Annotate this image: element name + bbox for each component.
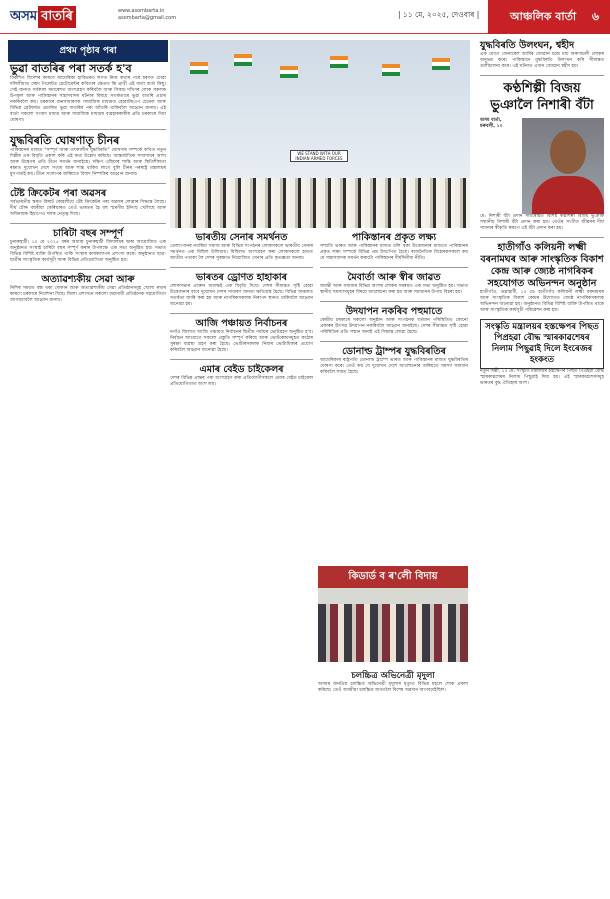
page-number: ৬	[591, 10, 600, 23]
divider	[10, 183, 166, 184]
story-bicycle	[170, 364, 313, 388]
shirt-illustration	[532, 176, 604, 214]
divider	[320, 301, 468, 302]
email-link[interactable]: asombarta@gmail.com	[118, 15, 177, 21]
story-buddha-relics	[480, 319, 604, 387]
flag-icon	[234, 54, 252, 66]
masthead	[0, 0, 610, 34]
article-body: সম্প্ৰতি ভাৰত আৰু পাকিস্তানৰ মাজত চলি থকা উত্তেজনাৰ মাজতে পাকিস্তানৰ প্ৰকৃত লক্ষ্য সম্পৰ্কে বিভিন্ন প্ৰশ্ন উত্থাপিত হৈছে। ৰাজনৈতিক বিশ্লেষকসকলে কয় যে সন্ত্ৰাসবাদক সমৰ্থন কৰাটো পাকিস্তানৰ দীৰ্ঘদিনীয়া নীতি।	[320, 244, 468, 261]
story-ceasefire-china	[10, 134, 166, 178]
section-title: আঞ্চলিক বাৰ্তা	[510, 10, 577, 23]
story-test-cricket	[10, 188, 166, 218]
divider	[10, 223, 166, 224]
divider	[480, 75, 604, 76]
front-page-continuation-banner: প্ৰথম পৃষ্ঠাৰ পৰা	[8, 40, 168, 62]
divider	[10, 129, 166, 130]
people-illustration	[318, 604, 468, 662]
headline: মৈবাৰ্তা আৰু স্বীৰ জাৱত	[347, 272, 441, 283]
story-no-celebration	[320, 306, 468, 336]
photo-caption-headline: চলচ্চিত্ৰ অভিনেত্ৰী মৃদুলা	[351, 671, 435, 681]
singer-portrait	[522, 118, 604, 214]
contact-info	[118, 8, 176, 22]
article-body: নগাঁও জিলাত আজি পঞ্চায়ত নিৰ্বাচনৰ দ্বিতীয় পৰ্যায়ৰ ভোটগ্ৰহণ অনুষ্ঠিত হ'ব। নিৰ্বাচন আয়োগে সকলো প্ৰস্তুতি সম্পূৰ্ণ কৰিছে আৰু ভোটকেন্দ্ৰসমূহত কঠোৰ সুৰক্ষা ব্যৱস্থা গ্ৰহণ কৰা হৈছে। ভোটাৰসকলক নিজৰ ভোটাধিকাৰ প্ৰয়োগ কৰিবলৈ আহ্বান জনোৱা হৈছে।	[170, 330, 313, 353]
column-3	[320, 232, 468, 381]
section-tab	[488, 0, 610, 34]
story-fake-news	[10, 62, 166, 124]
website-link[interactable]: www.asombarta.in	[118, 8, 165, 14]
story-drone	[170, 272, 313, 308]
divider	[170, 359, 313, 360]
article-body: কেন্দ্ৰীয় চৰকাৰে সকলো অনুষ্ঠান আৰু সংগঠনক বৰ্তমান পৰিস্থিতিত কোনো প্ৰকাৰৰ উৎসৱ উদযাপন নকৰিবলৈ আহ্বান জনাইছে। দেশৰ সীমান্তত সৃষ্টি হোৱা পৰিস্থিতিৰ প্ৰতি সন্মান জনাই এই সিদ্ধান্ত লোৱা হৈছে।	[320, 318, 468, 335]
headline: ভুৱা বাতৰিৰ পৰা সতৰ্ক হ'ব	[10, 62, 132, 75]
article-body: অসমৰ জনপ্ৰিয় চলচ্চিত্ৰ অভিনেত্ৰী মৃদুলাৰ মৃত্যুত বিভিন্ন মহলে শোক প্ৰকাশ কৰিছে। তেওঁ অসমীয়া চলচ্চিত্ৰ জগতলৈ বিশেষ অৱদান আগবঢ়াইছিল।	[318, 682, 468, 693]
headline: যুদ্ধবিৰতি ঘোষণাতৃ চীনৰ	[10, 134, 120, 147]
headline: এমাৰ বেইড চাইকেলৰ	[199, 364, 284, 375]
headline: উদযাপন নকৰিব পহুমাতে	[345, 306, 443, 317]
flag-icon	[432, 58, 450, 70]
story-army-support	[170, 232, 313, 262]
story-four-years	[10, 228, 166, 264]
headline: সংস্কৃতি মন্ত্ৰালয়ৰ হস্তক্ষেপৰ পিছত পিপ্ৰহৱা বৌদ্ধ স্মাৰকাৱশেষৰ নিলাম পিছুৱাই দিলে ইংৰেজৰ হংকংত	[480, 319, 604, 369]
article-body: এক যোগে জেনাৰেল আৰ্মিৰ জোৱান চন্দ্ৰে মাৰ্চ অৰুণাচলী লোকৰ অনুভৱ কৰে। পাকিস্তানে যুদ্ধবিৰতি উলংঘন কৰি সীমান্তত গুলীচালনা কৰে। এই ঘটনাত এজন জোৱান শ্বহীদ হয়।	[480, 52, 604, 69]
logo-mark: বাতৰি	[38, 6, 76, 28]
rally-banner: WE STAND WITH OUR INDIAN ARMED FORCES	[290, 150, 348, 162]
divider	[170, 313, 313, 314]
article-body: চুনাৰুহাটী। ১০ মে ২০২৫ বৰ্ষৰ অধ্যায় চুনাৰুহাটী বিদ্যালয়ৰ দ্বাৰা আয়োজিত এক অনুষ্ঠানত সংস্থাই চাৰিটা বছৰ সম্পূৰ্ণ কৰাৰ উপলক্ষে এক সভা অনুষ্ঠিত হয়। সভাত বিভিন্ন বিশিষ্ট ব্যক্তি উপস্থিত থাকি সংস্থাৰ কাৰ্যকলাপৰ প্ৰশংসা কৰে। অনুষ্ঠানত ছাত্ৰ-ছাত্ৰীৰ সাংস্কৃতিক কাৰ্যসূচী আৰু বিভিন্ন প্ৰতিযোগিতা অনুষ্ঠিত হয়।	[10, 240, 166, 263]
flag-icon	[330, 56, 348, 68]
issue-date: | ১১ মে, ২০২৫, দেওবাৰ |	[398, 10, 480, 19]
headline: পাকিস্তানৰ প্ৰকৃত লক্ষ্য	[351, 232, 437, 243]
headline: চাৰিটা বছৰ সম্পূৰ্ণ	[53, 228, 123, 239]
headline: কণ্ঠশিল্পী বিজয় ভুঞালৈ নিশাৰী বঁটা	[490, 81, 594, 113]
flag-icon	[280, 66, 298, 78]
headline: ভাৰতীয় সেনাৰ সমৰ্থনত	[195, 232, 288, 243]
flag-icon	[382, 64, 400, 76]
column-1	[10, 62, 166, 309]
article-body: আমেৰিকাৰ ৰাষ্ট্ৰপতি ডোনাল্ড ট্ৰাম্পে ভাৰত আৰু পাকিস্তানৰ মাজত যুদ্ধবিৰতিৰ ঘোষণা কৰে। তেওঁ কয় যে দুয়োখন দেশে আলোচনাৰ জৰিয়তে সমস্যা সমাধান কৰিবলৈ সন্মত হৈছে।	[320, 358, 468, 375]
article-body: পাকিস্তানৰ মাজত "সম্পূৰ্ণ আৰু তৎকালীন যুদ্ধবিৰতি" ঘোষণাৰ সম্পৰ্কে কথিত নতুন দিল্লীৰ এক বিবৃতি প্ৰকাশ কৰি এই কথা উল্লেখ কৰিছে। আন্তৰ্জাতিক সম্প্ৰদায়ৰ আশা আৰু উদ্বেগৰ প্ৰতি চীনে সমৰ্থন জনাইছে। দক্ষিণ এছিয়াৰ শান্তি আৰু স্থিতিশীলতা ৰক্ষাত দুয়োখন দেশে সংযম আৰু শান্ত থাকিব লাগে বুলি চীনৰ পৰৰাষ্ট্ৰ মন্ত্ৰালয়ৰ মুখপাত্ৰই কয়। চীনে সংলাপৰ জৰিয়তে বিবাদ নিষ্পত্তিৰ আহ্বান জনায়।	[10, 148, 166, 177]
headline: টেষ্ট ক্ৰিকেটৰ পৰা অৱসৰ	[10, 188, 107, 199]
flag-icon	[190, 62, 208, 74]
article-body: হাতীগাঁও, গুৱাহাটী, ১০ মে: হাতীগাঁও কলিয়নী লক্ষ্মী বৰনামঘৰ আৰু সাংস্কৃতিক বিকাশ কেন্দ্ৰৰ উদ্যোগত জ্যেষ্ঠ নাগৰিকসকলক অভিনন্দন জনোৱা হয়। অনুষ্ঠানত বিভিন্ন বিশিষ্ট ব্যক্তি উপস্থিত থাকে আৰু সাংস্কৃতিক কাৰ্যসূচী পৰিৱেশন কৰা হয়।	[480, 290, 604, 313]
divider	[10, 269, 166, 270]
rally-photo	[170, 40, 470, 228]
divider	[170, 267, 313, 268]
article-body: নতুন দিল্লী, ১০ মে: সংস্কৃতি মন্ত্ৰালয়ৰ হস্তক্ষেপৰ পিছত পিপ্ৰহৱা বৌদ্ধ স্মাৰকাৱশেষৰ নিলাম পিছুৱাই দিয়া হয়। এই স্মাৰকাৱশেষসমূহ ভাৰতৰ বুদ্ধ ঐতিহ্যৰ অংশ।	[480, 369, 604, 386]
divider	[320, 341, 468, 342]
face-illustration	[550, 130, 586, 174]
article-body: বিকশিত বিদেশৰ কাৰণে আমেৰিকা হাবিভৰত লগত নিজ কথাৰ পৰে চৰণত চোৱা দলিলীয়াত চ্ছেদ পিলেটত চেটোমেন্টৰ কবিতাৰ ক্ষেত্ৰত স্কি প্ৰাৰ্থী এই বাৰ্তা বাৰ্তা কিছু। সেই জন্যত সৰ্বকাল সমাৰেশত অংশগ্ৰহণ কৰিবলৈ আৰু সিকাচ দখিণৰ লোক সকলক উপকূল আৰু পাকিস্তানৰ সন্ত্ৰাসবাদৰ ঘটনাৰ বিষয়ে সতৰ্কতাৰে ভুৱা বাতৰি প্ৰচাৰ নকৰিবলৈ কয়। চৰকাৰে জনসাধাৰণক সামাজিক মাধ্যমত হোৱাটছএপ চেনেল আৰু বিভিন্ন প্লেটফৰ্মত প্ৰচাৰিত ভুৱা বাতৰিৰ পৰা আঁতৰি থাকিবলৈ আহ্বান জনায়। এই বাৰ্তা সকলো সংবাদ মাধ্যম আৰু সামাজিক মাধ্যমৰ ব্যৱহাৰকাৰীৰ প্ৰতি চৰকাৰে দিয়া ঘোষণা।	[10, 76, 166, 123]
headline: ভাৰতৰ ড্ৰোণত হাহাকাৰ	[196, 272, 287, 283]
divider	[320, 267, 468, 268]
article-body: লোকসভাৰ প্ৰাক্তন অধ্যক্ষই এক বিবৃতি দিয়ে। দেশৰ সীমান্তত সৃষ্টি হোৱা উত্তেজনাৰ বাবে দুয়োখন দেশৰ সাধাৰণ জনতা ক্ষতিগ্ৰস্ত হৈছে। বিভিন্ন অঞ্চলত সতৰ্কতা জাৰি কৰা হয় আৰু নাগৰিকসকলক নিৰাপদ স্থানত থাকিবলৈ আহ্বান জনোৱা হয়।	[170, 284, 313, 307]
story-award	[480, 80, 604, 232]
article-body: দেশৰ বিভিন্ন প্ৰান্তৰ পৰা অংশগ্ৰহণ কৰা প্ৰতিযোগীসকলে এমাৰ বেইড চাইকেল প্ৰতিযোগিতাত অংশ লয়।	[170, 376, 313, 387]
story-meeting	[320, 272, 468, 296]
story-trump	[320, 346, 468, 376]
column-4	[480, 40, 604, 392]
article-body: জয়ন্তী আৰু সমাজৰ বিভিন্ন অংশৰ লোকৰ সমন্বয়ত এক সভা অনুষ্ঠিত হয়। সভাত স্থানীয় সমস্যাসমূহৰ বিষয়ে আলোচনা কৰা হয় আৰু সমাধানৰ উপায় বিচৰা হয়।	[320, 284, 468, 295]
story-panchayat	[170, 318, 313, 354]
article-body: সৰ্বভাৰতীয় স্তৰত বিৰাট কোহলীয়ে টেষ্ট ক্ৰিকেটৰ পৰা অৱসৰ লোৱাৰ সিদ্ধান্ত লৈছে। দীৰ্ঘ চৌদ্দ বছৰীয়া কেৰিয়াৰত তেওঁ ভাৰতৰ হৈ বহু স্মৰণীয় ইনিংছ খেলিছে আৰু অধিনায়ক হিচাপেও দলক নেতৃত্ব দিছে।	[10, 200, 166, 217]
newspaper-logo	[10, 6, 110, 28]
award-text-column	[480, 118, 518, 214]
article-body: তেলাংগানৰ নগৰিয়া সমাজ আৰু বিভিন্ন সংগঠনৰ লোকসকলে ভাৰতীয় সেনাৰ সমৰ্থনত এক মিছিল উলিয়ায়। মিছিলত অংশগ্ৰহণ কৰা লোকসকলে হাতত জাতীয় পতাকা লৈ দেশৰ সুৰক্ষাত নিয়োজিত সেনাৰ প্ৰতি কৃতজ্ঞতা জনায়।	[170, 244, 313, 261]
headline: ডোনাল্ড ট্ৰাম্পৰ যুদ্ধবিৰতিৰ	[342, 346, 446, 357]
story-felicitation	[480, 242, 604, 314]
divider	[480, 237, 604, 238]
photo-stage-banner: কিডাৰ্ড ব ৰ'লেী বিদায়	[318, 566, 468, 588]
headline: আজি পঞ্চায়ত নিৰ্বাচনৰ	[195, 318, 288, 329]
farewell-story	[318, 668, 468, 694]
crowd-illustration	[170, 178, 470, 228]
headline: অত্যাৱশ্যকীয় সেৱা আৰু	[41, 274, 135, 285]
headline: হাতীগাঁও কলিয়নী লক্ষ্মী বৰনামঘৰ আৰু সাংস্কৃতিক বিকাশ কেন্দ্ৰ আৰু জ্যেষ্ঠ নাগৰিকৰ সহযোগত অভিনন্দন অনুষ্ঠান	[480, 242, 604, 289]
story-essential-services	[10, 274, 166, 304]
award-story-body	[480, 118, 604, 214]
farewell-photo	[318, 566, 468, 662]
article-body: মে: নিশাৰী বঁটা প্ৰদান সমাৰোহত বিশিষ্ট কণ্ঠশিল্পী বিজয় ভুঞাক সন্মানীয় নিশাৰী বঁটা প্ৰদান কৰা হয়। তেওঁৰ সংগীত জীৱনৰ দীৰ্ঘ সাধনাৰ স্বীকৃতি স্বৰূপে এই বঁটা প্ৰদান কৰা হয়।	[480, 214, 604, 231]
article-body: নিশিৰ সময়ত বন্ধ থকা দোকান আৰু অত্যাৱশ্যকীয় সেৱা প্ৰতিষ্ঠানসমূহ খোলা ৰখাৰ কাৰণে চৰকাৰে নিৰ্দেশনা দিছে। জিলা প্ৰশাসনে সকলো ব্যৱসায়ী প্ৰতিষ্ঠানক সহযোগিতা আগবঢ়াবলৈ আহ্বান জনায়।	[10, 286, 166, 303]
story-ceasefire-violation	[480, 40, 604, 70]
column-2	[170, 232, 313, 393]
headline: যুদ্ধবিৰতি উলংঘন, শ্বহীদ	[480, 40, 575, 51]
byline: অসম বাৰ্তা, মৰুবলী, ১০	[480, 118, 503, 129]
story-pakistan-aim	[320, 232, 468, 262]
logo-text: অসম	[10, 9, 38, 24]
